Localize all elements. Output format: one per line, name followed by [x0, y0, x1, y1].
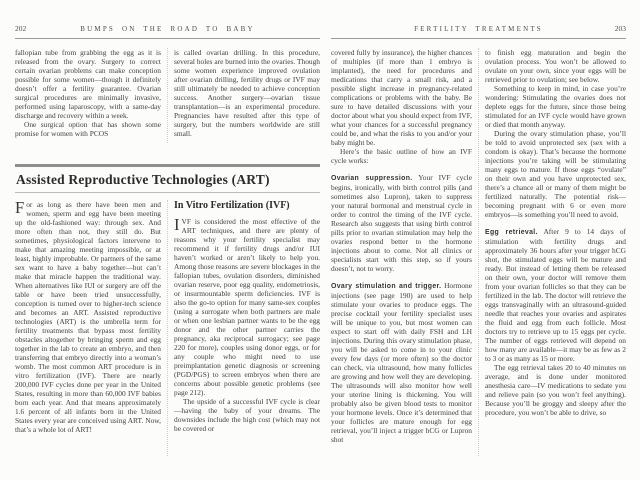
- body-column-1: [331, 48, 472, 456]
- page-number: 203: [614, 24, 626, 33]
- subsection-heading: In Vitro Fertilization (IVF): [174, 200, 290, 211]
- paragraph: Something to keep in mind, in case you’re wondering: Stimulating the ovaries does not deplete eggs for the future, since those being stimulated for an IVF cycle would have grown or died that month anyway.: [485, 84, 626, 129]
- art-section: [15, 164, 320, 456]
- paragraph: [331, 281, 472, 444]
- paragraph: The egg retrieval takes 20 to 40 minutes on average, and is done under monitored anesthesia care—IV medications to sedate you and relieve pain (so you won’t feel anything). Because you’ll be groggy and sleepy after the procedure, you won’t be able to drive, so: [485, 363, 626, 417]
- header-rule: [15, 38, 320, 39]
- art-column-1: [15, 200, 161, 456]
- page-header: [15, 24, 320, 35]
- paragraph: to finish egg maturation and begin the ovulation process. You won’t be allowed to ovulate on your own, since your eggs will be retrieved prior to ovulation; see below.: [485, 48, 626, 84]
- section-rule-thick: [15, 164, 320, 167]
- paragraph-text: After 9 to 14 days of stimulation with fertility drugs and approximately 36 hours after your trigger hCG shot, the stimulated eggs will be mature and ready. But instead of letting them be released on their own, your doctor will remove them from your ovarian follicles so that they can be fertilized in the lab. The doctor will retrieve the eggs transvaginally with an ultrasound-guided needle that reaches your ovaries and aspirates the fluid and egg from each follicle. Most doctors try to retrieve up to 15 eggs per cycle. The number of eggs retrieved will depend on how many are available—it may be as few as 2 to 3 or as many as 15 or more.: [485, 227, 626, 363]
- section-heading: Assisted Reproductive Technologies (ART): [16, 172, 270, 187]
- art-columns: [15, 200, 320, 456]
- paragraph: [331, 173, 472, 273]
- paragraph: fallopian tube from grabbing the egg as it is released from the ovary. Surgery to correct certain ovarian problems can make conception possible for some women—though it definitely doesn’t offer a fertility guarantee. Ovarian surgical procedures are minimally invasive, performed using laparoscopy, with a same-day discharge and recovery within a week.: [15, 48, 161, 120]
- paragraph: The upside of a successful IVF cycle is clear—having the baby of your dreams. The downsides include the high cost (which may not be covered or: [174, 396, 320, 433]
- page-header: [331, 24, 626, 35]
- run-in-heading: Ovarian suppression.: [331, 175, 413, 182]
- column-divider: [167, 48, 168, 143]
- paragraph-text: VF is considered the most effective of the ART techniques, and there are plenty of reasons why your fertility specialist may recommend it if fertility drugs and/or IUI haven’t worked or aren’t likely to help you. Among those reasons are severe blockages in the fallopian tubes, ovulation disorders, diminished ovarian reserve, poor egg quality, endometriosis, or insurmountable sperm deficiencies. IVF is also the go-to option for many same-sex couples (using a surrogate when both partners are male or when one lesbian partner wants to be the egg donor and the other partner carries the pregnancy, aka reciprocal surrogacy; see page 220 for more), couples using donor eggs, or for any couple who might need to use preimplantation genetic diagnosis or screening (PGD/PGS) to screen embryos when there are concerns about possible genetic problems (see page 212).: [174, 216, 320, 397]
- paragraph: Here’s the basic outline of how an IVF cycle works:: [331, 147, 472, 165]
- body-column-2: [485, 48, 626, 456]
- column-divider: [167, 200, 168, 456]
- paragraph: [174, 214, 320, 397]
- body-columns: [331, 48, 626, 456]
- paragraph: [485, 227, 626, 363]
- paragraph-text: Your IVF cycle begins, ironically, with birth control pills (and sometimes also Lupron), taken to suppress your natural hormonal and menstrual cycle in order to control the timing of the IVF cycle. Research also suggests that using birth control pills prior to ovarian stimulation may help the ovaries respond better to the hormone injections about to come. Not all clinics or specialists start with this step, so if yours doesn’t, not to worry.: [331, 173, 472, 273]
- header-rule: [331, 38, 626, 39]
- page-left: [15, 24, 320, 456]
- intro-columns: [15, 48, 320, 143]
- drop-cap: I: [174, 214, 180, 234]
- intro-column-2: [174, 48, 320, 143]
- page-right: [331, 24, 626, 456]
- paragraph: One surgical option that has shown some promise for women with PCOS: [15, 120, 161, 138]
- intro-column-1: [15, 48, 161, 143]
- drop-cap: F: [15, 200, 25, 217]
- column-divider: [478, 48, 479, 456]
- paragraph: During the ovary stimulation phase, you’ll be told to avoid unprotected sex (sex with a condom is okay). That’s because the hormone injections you’re taking will be stimulating many eggs to mature. If those eggs “ovulate” on their own and you have unprotected sex, there’s a chance all or many of them might be fertilized naturally. The potential risk—becoming pregnant with 6 or even more embryos—is something you’ll need to avoid.: [485, 129, 626, 219]
- running-head: FERTILITY TREATMENTS: [414, 25, 543, 33]
- run-in-heading: Ovary stimulation and trigger.: [331, 283, 442, 290]
- run-in-heading: Egg retrieval.: [485, 229, 538, 236]
- paragraph: [15, 200, 161, 434]
- page-number: 202: [15, 24, 27, 33]
- paragraph: covered fully by insurance), the higher chances of multiples (if more than 1 embryo is implanted), the need for procedures and medications that carry a small risk, and a possible slight increase in pregnancy-related complications or problems with the baby. Be sure to have detailed discussions with your doctor about what you should expect from IVF, what your chances for a successful pregnancy could be, and what the risks to you and/or your baby might be.: [331, 48, 472, 147]
- art-column-2: [174, 200, 320, 456]
- section-rule-thin: [15, 192, 320, 193]
- paragraph-text: Hormone injections (see page 190) are used to help stimulate your ovaries to produce eggs. The precise cocktail your fertility specialist uses will be unique to you, but most women can expect to start off with daily FSH and LH injections. During this ovary stimulation phase, you will be asked to come in to your clinic every few days (or more often) so the doctor can check, via ultrasound, how many follicles are growing and how well they are developing. The ultrasounds will also monitor how well your uterine lining is thickening. You will probably also be given blood tests to monitor your hormone levels. Once it’s determined that your follicles are mature enough for egg retrieval, you’ll inject a trigger hCG or Lupron shot: [331, 281, 472, 444]
- paragraph: is called ovarian drilling. In this procedure, several holes are burned into the ovaries. Though some women experience improved ovulation after ovarian drilling, fertility drugs or IVF may still ultimately be needed to achieve conception success. Another surgery—ovarian tissue transplantation—is an experimental procedure. Pregnancies have resulted after this type of surgery, but the numbers worldwide are still small.: [174, 48, 320, 138]
- paragraph-text: or as long as there have been men and women, sperm and egg have been meeting up the old-fashioned way: through sex. And more often than not, they still do. But sometimes, physiological factors intervene to make that amazing meeting impossible, or at least, highly improbable. Or partners of the same sex want to have a baby together—but can’t make that miracle happen the traditional way. When alternatives like IUI or surgery are off the table or have been tried unsuccessfully, conception is turned over to higher-tech science and becomes an ART. Assisted reproductive technologies (ART) is the umbrella term for fertility treatments that bypass most fertility obstacles altogether by bringing sperm and egg together in the lab to create an embryo, and then transferring that embryo directly into a woman’s womb. The most common ART procedure is in vitro fertilization (IVF). There are nearly 200,000 IVF cycles done per year in the United States, resulting in more than 60,000 IVF babies born each year. And that means approximately 1.6 percent of all infants born in the United States every year are conceived using ART. Now, that’s a whole lot of ART!: [15, 200, 161, 434]
- running-head: BUMPS ON THE ROAD TO BABY: [80, 25, 255, 33]
